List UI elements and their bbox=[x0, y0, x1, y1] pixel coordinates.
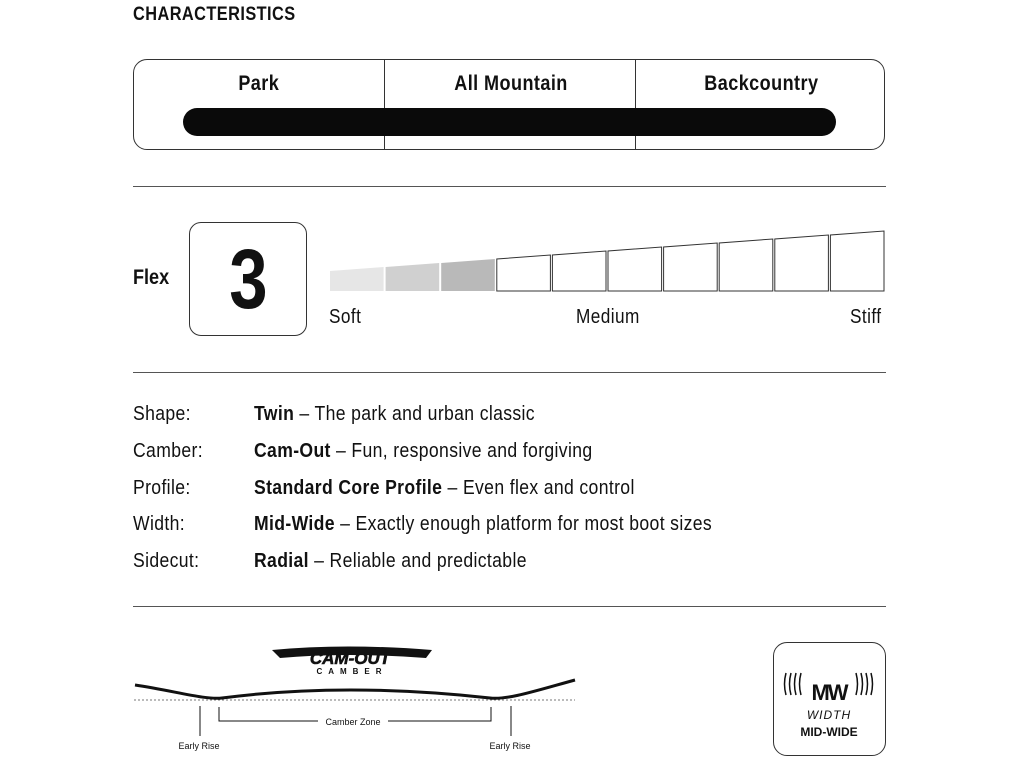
spec-name: Standard Core Profile bbox=[254, 477, 443, 499]
width-badge-line1: WIDTH bbox=[806, 708, 852, 722]
flex-scale-graphic bbox=[325, 226, 891, 296]
flex-label: Flex bbox=[133, 266, 170, 289]
flex-segment-filled bbox=[441, 259, 495, 291]
spec-name: Twin bbox=[254, 403, 295, 425]
flex-segment-empty bbox=[719, 239, 773, 291]
cam-out-logo-text: CAM-OUT bbox=[309, 649, 391, 668]
spec-label: Camber: bbox=[133, 440, 203, 462]
terrain-label-all-mountain: All Mountain bbox=[453, 72, 568, 95]
flex-scale-soft: Soft bbox=[329, 306, 362, 328]
spec-description: – Fun, responsive and forgiving bbox=[330, 440, 593, 462]
spec-label: Sidecut: bbox=[133, 550, 200, 572]
flex-segment-empty bbox=[664, 243, 718, 291]
terrain-range-bar bbox=[183, 108, 836, 136]
cam-out-logo bbox=[272, 647, 432, 677]
divider bbox=[133, 606, 886, 607]
section-title: CHARACTERISTICS bbox=[133, 4, 296, 25]
board-profile-line bbox=[135, 680, 575, 698]
early-rise-left-label: Early Rise bbox=[178, 741, 220, 751]
early-rise-right-label: Early Rise bbox=[489, 741, 531, 751]
terrain-label-backcountry: Backcountry bbox=[703, 72, 819, 95]
spec-description: – Exactly enough platform for most boot sizes bbox=[334, 513, 713, 535]
flex-scale-stiff: Stiff bbox=[850, 306, 882, 328]
flex-segment-filled bbox=[386, 263, 440, 291]
flex-scale-medium: Medium bbox=[576, 306, 640, 328]
spec-description: – The park and urban classic bbox=[294, 403, 535, 425]
flex-segment-empty bbox=[552, 251, 606, 291]
terrain-label-park: Park bbox=[238, 72, 280, 95]
camber-zone-label: Camber Zone bbox=[325, 717, 381, 727]
spec-label: Width: bbox=[133, 513, 186, 535]
flex-rating-box bbox=[189, 222, 307, 336]
spec-name: Radial bbox=[254, 550, 309, 572]
flex-segment-empty bbox=[608, 247, 662, 291]
spec-description: – Even flex and control bbox=[442, 477, 635, 499]
flex-segment-empty bbox=[775, 235, 829, 291]
cam-out-logo-subtext: CAMBER bbox=[316, 667, 388, 676]
flex-segment-empty bbox=[830, 231, 884, 291]
spec-description: – Reliable and predictable bbox=[308, 550, 527, 572]
flex-segment-empty bbox=[497, 255, 551, 291]
divider bbox=[133, 372, 886, 373]
mw-logo-icon: MW bbox=[811, 680, 847, 705]
spec-label: Shape: bbox=[133, 403, 191, 425]
camber-profile-diagram bbox=[130, 636, 580, 761]
spec-name: Mid-Wide bbox=[254, 513, 335, 535]
width-badge-line2: MID-WIDE bbox=[800, 725, 858, 739]
spec-label: Profile: bbox=[133, 477, 191, 499]
flex-rating-value: 3 bbox=[228, 232, 268, 326]
width-badge bbox=[773, 642, 886, 756]
spec-name: Cam-Out bbox=[254, 440, 331, 462]
flex-segment-filled bbox=[330, 267, 384, 291]
divider bbox=[133, 186, 886, 187]
terrain-panel bbox=[133, 59, 885, 150]
